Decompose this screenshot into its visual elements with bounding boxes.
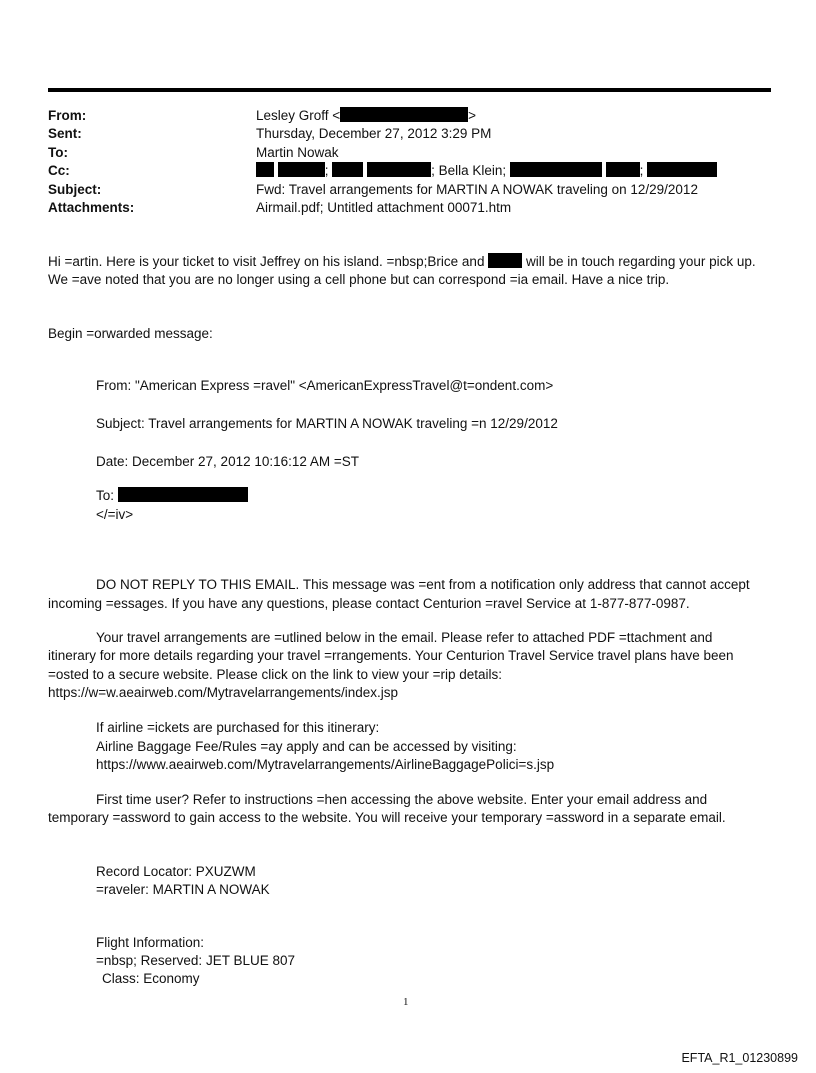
redaction-box bbox=[332, 162, 363, 177]
redaction-box bbox=[340, 107, 468, 122]
fwd-date: Date: December 27, 2012 10:16:12 AM =ST bbox=[96, 454, 360, 469]
notice-line-1: DO NOT REPLY TO THIS EMAIL. This message was =ent from a notification only address that cannot accept bbox=[96, 577, 750, 592]
attachments-label: Attachments: bbox=[48, 200, 135, 215]
sent-value: Thursday, December 27, 2012 3:29 PM bbox=[256, 126, 492, 141]
fwd-subject: Subject: Travel arrangements for MARTIN A NOWAK traveling =n 12/29/2012 bbox=[96, 416, 558, 431]
airline-line-1: If airline =ickets are purchased for this itinerary: bbox=[96, 720, 380, 735]
redaction-box bbox=[488, 253, 522, 268]
fwd-from: From: "American Express =ravel" <AmericanExpressTravel@t=ondent.com> bbox=[96, 378, 554, 393]
travel-class: Class: Economy bbox=[102, 971, 200, 986]
redaction-box bbox=[118, 487, 248, 502]
sent-label: Sent: bbox=[48, 126, 82, 141]
redaction-box bbox=[647, 162, 717, 177]
intro-line-2: We =ave noted that you are no longer using a cell phone but can correspond =ia email. Have a nice trip. bbox=[48, 272, 670, 287]
flight-information: Flight Information: bbox=[96, 935, 205, 950]
from-close: > bbox=[468, 108, 477, 123]
notice-line-2: incoming =essages. If you have any questions, please contact Centurion =ravel Service at 1-877-877-0987. bbox=[48, 596, 690, 611]
fwd-to bbox=[96, 486, 248, 505]
redaction-box bbox=[278, 162, 325, 177]
intro-text-a: Hi =artin. Here is your ticket to visit Jeffrey on his island. =nbsp;Brice and bbox=[48, 254, 485, 269]
from-value bbox=[256, 107, 476, 125]
airline-line-2: Airline Baggage Fee/Rules =ay apply and can be accessed by visiting: bbox=[96, 739, 517, 754]
redaction-box bbox=[367, 162, 431, 177]
arrangements-line-3: =osted to a secure website. Please click on the link to view your =rip details: bbox=[48, 667, 502, 682]
to-value: Martin Nowak bbox=[256, 145, 339, 160]
redaction-box bbox=[510, 162, 602, 177]
subject-label: Subject: bbox=[48, 182, 102, 197]
cc-separator: ; bbox=[324, 163, 329, 178]
traveler: =raveler: MARTIN A NOWAK bbox=[96, 882, 270, 897]
record-locator: Record Locator: PXUZWM bbox=[96, 864, 256, 879]
arrangements-line-1: Your travel arrangements are =utlined below in the email. Please refer to attached PDF =ttachment and bbox=[96, 630, 713, 645]
cc-separator: ; bbox=[639, 163, 644, 178]
arrangements-line-2: itinerary for more details regarding your travel =rrangements. Your Centurion Travel Service travel plans have been bbox=[48, 648, 734, 663]
from-label: From: bbox=[48, 108, 87, 123]
from-name: Lesley Groff < bbox=[256, 108, 341, 123]
fwd-to-label: To: bbox=[96, 488, 115, 503]
baggage-link[interactable]: https://www.aeairweb.com/Mytravelarrangements/AirlineBaggagePolici=s.jsp bbox=[96, 757, 555, 772]
redaction-box bbox=[606, 162, 640, 177]
cc-value bbox=[256, 162, 717, 180]
to-label: To: bbox=[48, 145, 68, 160]
cc-name: ; Bella Klein; bbox=[431, 163, 507, 178]
attachments-value: Airmail.pdf; Untitled attachment 00071.htm bbox=[256, 200, 512, 215]
intro-text-b: will be in touch regarding your pick up. bbox=[525, 254, 756, 269]
subject-value: Fwd: Travel arrangements for MARTIN A NOWAK traveling on 12/29/2012 bbox=[256, 182, 698, 197]
itinerary-link[interactable]: https://w=w.aeairweb.com/Mytravelarrangements/index.jsp bbox=[48, 685, 399, 700]
header-rule bbox=[48, 88, 771, 92]
redaction-box bbox=[256, 162, 274, 177]
document-id: EFTA_R1_01230899 bbox=[681, 1051, 798, 1065]
reserved-flight: =nbsp; Reserved: JET BLUE 807 bbox=[96, 953, 295, 968]
page-number: 1 bbox=[403, 996, 409, 1008]
first-time-line-1: First time user? Refer to instructions =hen accessing the above website. Enter your email address and bbox=[96, 792, 708, 807]
first-time-line-2: temporary =assword to gain access to the website. You will receive your temporary =assword in a separate email. bbox=[48, 810, 726, 825]
cc-label: Cc: bbox=[48, 163, 70, 178]
fwd-div: </=iv> bbox=[96, 507, 134, 522]
intro-line-1 bbox=[48, 252, 756, 271]
begin-forwarded: Begin =orwarded message: bbox=[48, 326, 213, 341]
